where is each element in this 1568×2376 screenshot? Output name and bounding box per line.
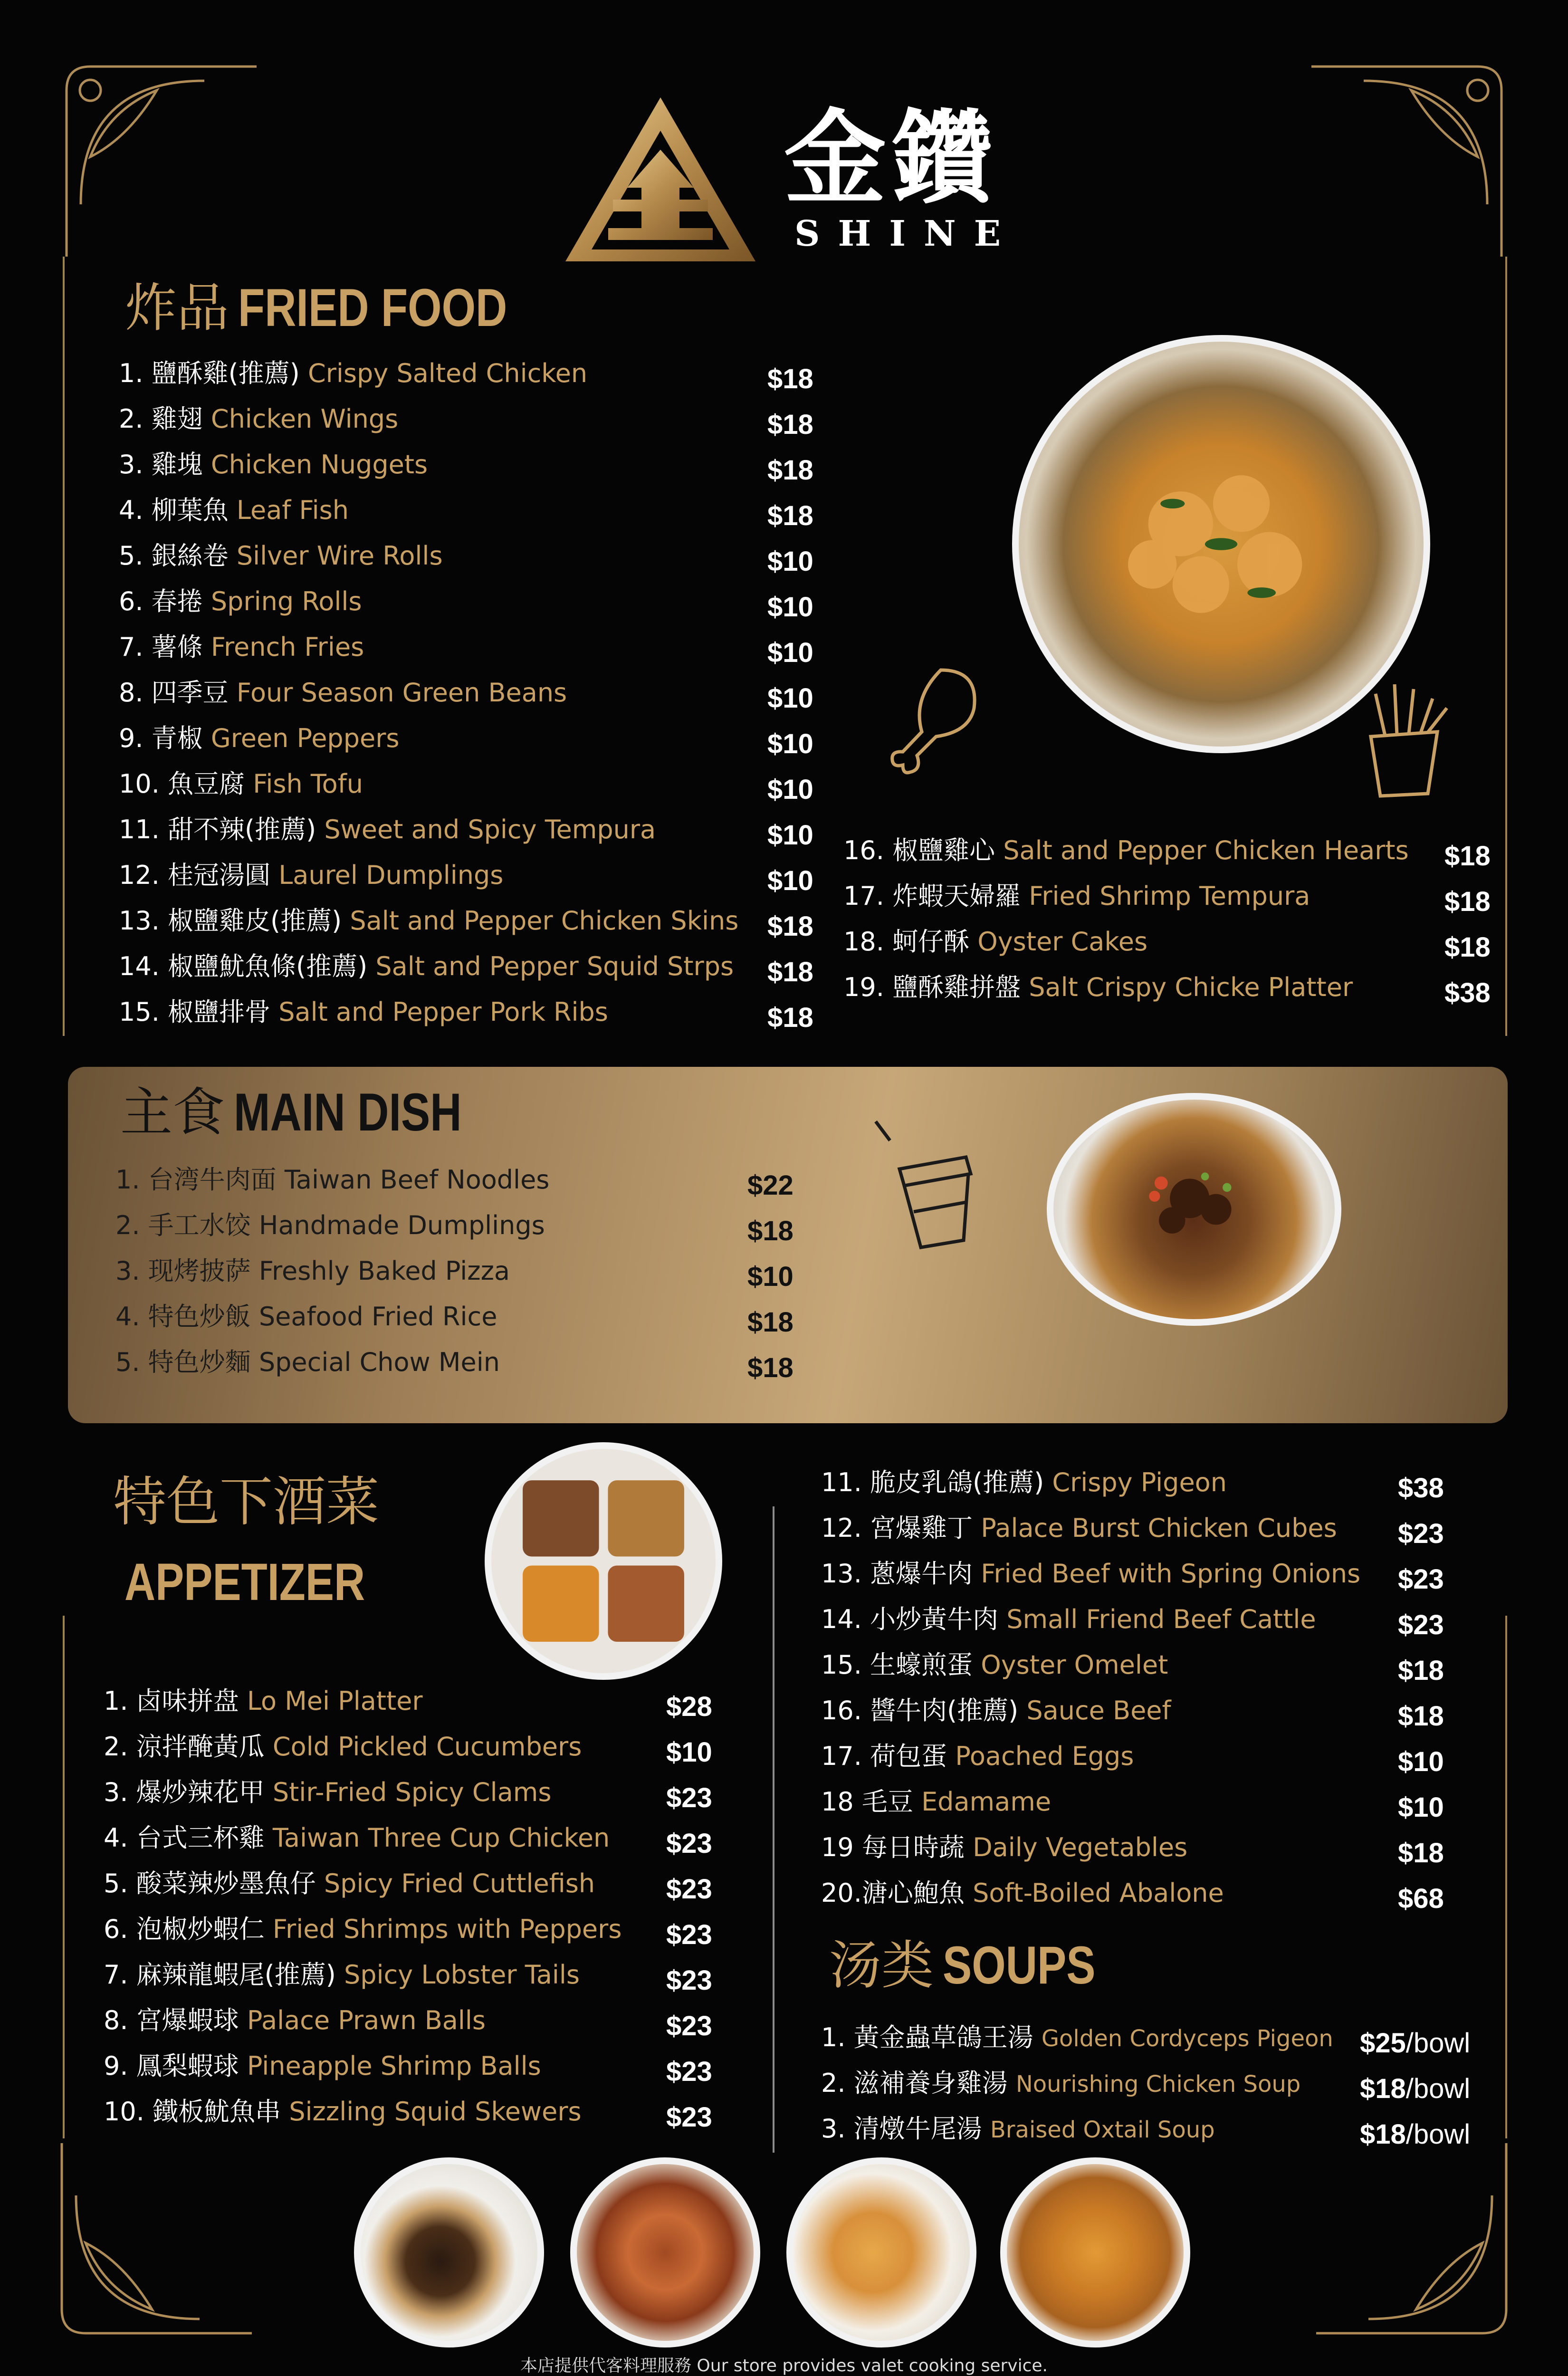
item-price <box>666 2003 712 2049</box>
item-name-cn: 5. 特色炒麵 <box>115 1347 251 1377</box>
item-price-value: $10 <box>767 728 813 759</box>
item-price <box>767 767 813 813</box>
beef-noodles-photo <box>1047 1093 1341 1326</box>
footer-note: 本店提供代客料理服務 Our store provides valet cooking service. <box>520 2356 1048 2376</box>
item-name-en: Fried Shrimp Tempura <box>1029 881 1310 911</box>
item-name-cn: 1. 黃金蟲草鴿王湯 <box>821 2022 1033 2052</box>
item-price-value: $18 <box>767 409 813 440</box>
abalone-photo <box>354 2157 544 2347</box>
pigeon-soup-photo <box>1000 2157 1190 2347</box>
item-name-en: Silver Wire Rolls <box>236 541 443 571</box>
item-price <box>767 721 813 767</box>
item-name-cn: 4. 柳葉魚 <box>119 495 229 525</box>
item-price <box>666 2049 712 2095</box>
item-price-value: $10 <box>767 683 813 714</box>
item-name-cn: 3. 雞塊 <box>119 450 203 479</box>
item-name-en: Laurel Dumplings <box>278 860 504 890</box>
item-price-value: $23 <box>666 1965 712 1996</box>
item-price-value: $18 <box>1360 2073 1406 2104</box>
item-name-en: Pineapple Shrimp Balls <box>247 2051 541 2081</box>
item-price-value: $10 <box>1398 1746 1444 1777</box>
item-name-cn: 19 每日時蔬 <box>821 1832 965 1862</box>
item-name-en: Fried Beef with Spring Onions <box>981 1559 1361 1589</box>
item-price <box>747 1208 794 1254</box>
brand-name-cn: 金鑽 <box>784 98 998 218</box>
item-price <box>1398 1694 1444 1739</box>
spring-rolls-photo <box>786 2157 976 2347</box>
item-name-en: Salt and Pepper Pork Ribs <box>278 997 608 1027</box>
appetizer-item <box>821 1734 1134 1779</box>
item-price <box>666 1912 712 1958</box>
fried-item <box>843 965 1353 1010</box>
fried-food-title: 炸品 FRIED FOOD <box>124 278 507 338</box>
item-price-value: $18 <box>747 1352 794 1383</box>
item-name-en: Special Chow Mein <box>258 1347 500 1377</box>
appetizer-item <box>104 2089 582 2135</box>
fried-item <box>843 919 1147 965</box>
item-name-en: Palace Prawn Balls <box>247 2005 486 2035</box>
appetizer-item <box>104 1907 621 1952</box>
item-price-value: $18 <box>747 1307 794 1338</box>
fried-item <box>119 533 443 579</box>
item-price <box>767 995 813 1041</box>
item-name-cn: 7. 麻辣龍蝦尾(推薦) <box>104 1960 336 1990</box>
frame-right-line <box>1505 257 1507 1036</box>
item-name-cn: 12. 宮爆雞丁 <box>821 1513 973 1543</box>
item-name-en: Chicken Nuggets <box>210 450 428 479</box>
appetizer-item <box>821 1505 1337 1551</box>
item-price-value: $22 <box>747 1170 794 1201</box>
fried-item <box>119 488 349 533</box>
item-name-cn: 12. 桂冠湯圓 <box>119 860 271 890</box>
item-name-en: Stir-Fried Spicy Clams <box>272 1777 552 1807</box>
item-name-en: Salt and Pepper Chicken Hearts <box>1003 835 1409 865</box>
item-name-cn: 1. 卤味拼盘 <box>104 1686 239 1716</box>
appetizer-item <box>104 1998 486 2043</box>
item-name-cn: 14. 小炒黃牛肉 <box>821 1604 999 1634</box>
item-price-value: $23 <box>666 1874 712 1905</box>
item-price <box>1360 2066 1470 2112</box>
item-name-cn: 16. 醬牛肉(推薦) <box>821 1696 1019 1725</box>
fried-item <box>119 898 738 944</box>
item-name-en: Green Peppers <box>210 723 400 753</box>
item-name-en: Spicy Fried Cuttlefish <box>324 1868 595 1898</box>
squid-skewers-photo <box>570 2157 760 2347</box>
item-price <box>666 1867 712 1912</box>
item-name-en: Salt and Pepper Squid Strps <box>375 951 734 981</box>
item-price-value: $23 <box>1398 1518 1444 1549</box>
item-price <box>1398 1785 1444 1830</box>
item-price <box>767 630 813 676</box>
item-price-value: $18 <box>767 957 813 987</box>
item-price-value: $38 <box>1444 977 1491 1008</box>
item-price-value: $18 <box>1360 2119 1406 2150</box>
item-price <box>1444 925 1491 970</box>
appetizer-item <box>821 1688 1171 1734</box>
item-price <box>767 858 813 904</box>
appetizer-item <box>821 1779 1051 1825</box>
item-price-value: $18 <box>1444 886 1491 917</box>
item-name-en: Leaf Fish <box>236 495 349 525</box>
fried-item <box>119 944 734 989</box>
item-price-value: $18 <box>1398 1838 1444 1868</box>
fried-item <box>119 579 362 624</box>
appetizer-item <box>821 1597 1316 1642</box>
item-price <box>747 1163 794 1208</box>
item-name-cn: 13. 椒鹽雞皮(推薦) <box>119 906 342 936</box>
item-name-en: Poached Eggs <box>955 1741 1134 1771</box>
item-price <box>666 1775 712 1821</box>
item-name-en: Cold Pickled Cucumbers <box>272 1732 582 1762</box>
item-name-cn: 2. 滋補養身雞湯 <box>821 2068 1008 2098</box>
fried-item <box>119 989 608 1035</box>
appetizer-item <box>821 1870 1224 1916</box>
appetizer-item <box>104 2043 541 2089</box>
item-name-en: French Fries <box>210 632 364 662</box>
item-price <box>767 539 813 584</box>
item-price <box>666 1730 712 1775</box>
item-name-cn: 9. 鳳梨蝦球 <box>104 2051 239 2081</box>
item-name-en: Sweet and Spicy Tempura <box>324 814 656 844</box>
item-price <box>1360 2112 1470 2157</box>
item-price <box>1444 834 1491 879</box>
item-name-cn: 2. 雞翅 <box>119 404 203 434</box>
fried-item <box>119 761 363 807</box>
item-name-en: Golden Cordyceps Pigeon <box>1041 2025 1333 2052</box>
fried-item <box>119 624 364 670</box>
appetizer-item <box>821 1642 1168 1688</box>
item-name-cn: 8. 四季豆 <box>119 678 229 708</box>
item-price-unit: /bowl <box>1405 2119 1471 2150</box>
item-name-cn: 6. 泡椒炒蝦仁 <box>104 1914 265 1944</box>
item-price <box>666 1821 712 1867</box>
item-price-value: $23 <box>666 1828 712 1859</box>
main-item <box>115 1203 545 1248</box>
item-name-cn: 1. 鹽酥雞(推薦) <box>119 358 300 388</box>
fried-item <box>119 853 503 898</box>
appetizer-item <box>104 1815 610 1861</box>
item-price <box>767 813 813 858</box>
item-name-cn: 13. 蔥爆牛肉 <box>821 1559 973 1589</box>
item-price <box>1398 1466 1444 1511</box>
item-name-cn: 10. 魚豆腐 <box>119 769 245 799</box>
item-name-en: Fried Shrimps with Peppers <box>272 1914 622 1944</box>
item-name-en: Seafood Fried Rice <box>258 1302 497 1332</box>
item-name-en: Spring Rolls <box>210 586 362 616</box>
item-name-en: Four Season Green Beans <box>236 678 567 708</box>
item-name-cn: 7. 薯條 <box>119 632 203 662</box>
main-dish-panel <box>68 1067 1508 1423</box>
fried-item <box>843 873 1310 919</box>
item-name-en: Handmade Dumplings <box>258 1210 545 1240</box>
item-name-en: Braised Oxtail Soup <box>990 2117 1215 2143</box>
item-price <box>767 448 813 493</box>
item-price <box>767 493 813 539</box>
item-price <box>1398 1648 1444 1694</box>
fried-item <box>119 442 428 488</box>
item-price <box>1444 970 1491 1016</box>
item-price-value: $18 <box>1398 1701 1444 1732</box>
main-dish-title: 主食 MAIN DISH <box>120 1082 462 1143</box>
main-item <box>115 1157 549 1203</box>
item-price <box>747 1345 794 1391</box>
item-price-value: $23 <box>666 2102 712 2133</box>
item-name-en: Sizzling Squid Skewers <box>289 2097 582 2127</box>
item-price-value: $18 <box>1444 932 1491 963</box>
item-price-value: $18 <box>767 911 813 942</box>
ornament-top-left-icon <box>62 62 261 261</box>
ornament-top-right-icon <box>1307 62 1506 261</box>
item-name-en: Sauce Beef <box>1026 1696 1171 1725</box>
item-price-value: $18 <box>767 455 813 486</box>
item-name-cn: 14. 椒鹽魷魚條(推薦) <box>119 951 368 981</box>
appetizer-title-cn: 特色下酒菜 <box>113 1471 379 1533</box>
drink-cup-icon <box>871 1112 985 1255</box>
item-name-en: Freshly Baked Pizza <box>258 1256 510 1286</box>
fried-item <box>119 351 587 396</box>
item-name-cn: 18 毛豆 <box>821 1787 913 1817</box>
item-name-cn: 17. 荷包蛋 <box>821 1741 947 1771</box>
item-price-value: $28 <box>666 1691 712 1722</box>
item-price-value: $10 <box>747 1261 794 1292</box>
item-price-value: $18 <box>1444 841 1491 872</box>
item-name-en: Spicy Lobster Tails <box>344 1960 580 1990</box>
item-name-en: Oyster Omelet <box>981 1650 1168 1680</box>
item-price-value: $10 <box>767 820 813 851</box>
item-price-value: $10 <box>1398 1792 1444 1823</box>
brand-logo-icon <box>565 97 755 261</box>
item-price <box>767 584 813 630</box>
item-price <box>767 949 813 995</box>
item-name-cn: 10. 鐵板魷魚串 <box>104 2097 281 2127</box>
item-name-en: Oyster Cakes <box>977 927 1148 957</box>
fried-item <box>119 807 656 853</box>
item-price-value: $10 <box>767 637 813 668</box>
frame-right-line-lower <box>1505 1616 1507 2138</box>
appetizer-divider <box>773 1506 774 2153</box>
item-name-en: Small Friend Beef Cattle <box>1006 1604 1316 1634</box>
soup-item <box>821 2106 1215 2152</box>
item-price <box>1398 1830 1444 1876</box>
appetizer-item <box>821 1825 1187 1870</box>
item-price-value: $10 <box>767 546 813 577</box>
appetizer-item <box>821 1460 1227 1505</box>
item-name-cn: 19. 鹽酥雞拼盤 <box>843 972 1021 1002</box>
item-price <box>767 356 813 402</box>
item-price-unit: /bowl <box>1405 2028 1471 2059</box>
ornament-bottom-right-icon <box>1311 2138 1511 2338</box>
item-name-cn: 2. 手工水饺 <box>115 1210 251 1240</box>
item-price-value: $18 <box>767 364 813 394</box>
item-name-cn: 3. 爆炒辣花甲 <box>104 1777 265 1807</box>
appetizer-item <box>104 1952 580 1998</box>
item-name-cn: 15. 生蠔煎蛋 <box>821 1650 973 1680</box>
item-price <box>1398 1557 1444 1602</box>
appetizer-item <box>104 1861 595 1907</box>
appetizer-item <box>104 1678 423 1724</box>
item-price <box>747 1300 794 1345</box>
item-price-value: $18 <box>747 1216 794 1246</box>
fries-icon <box>1357 680 1452 798</box>
item-name-cn: 5. 銀絲卷 <box>119 541 229 571</box>
fried-item <box>119 396 398 442</box>
item-price-unit: /bowl <box>1405 2073 1471 2104</box>
fried-item <box>843 828 1409 873</box>
item-price <box>1398 1511 1444 1557</box>
item-name-en: Salt and Pepper Chicken Skins <box>350 906 739 936</box>
frame-left-line-lower <box>63 1616 65 2138</box>
item-name-cn: 4. 特色炒飯 <box>115 1302 251 1332</box>
item-price-value: $23 <box>666 1919 712 1950</box>
item-price-value: $10 <box>666 1737 712 1768</box>
item-price-value: $18 <box>767 500 813 531</box>
item-name-cn: 2. 涼拌醃黃瓜 <box>104 1732 265 1762</box>
item-price-value: $23 <box>666 2056 712 2087</box>
fried-item <box>119 670 567 716</box>
item-price-value: $23 <box>1398 1610 1444 1640</box>
item-price <box>767 402 813 448</box>
item-name-cn: 8. 宮爆蝦球 <box>104 2005 239 2035</box>
item-name-cn: 18. 蚵仔酥 <box>843 927 970 957</box>
item-name-en: Nourishing Chicken Soup <box>1015 2071 1301 2098</box>
item-name-cn: 9. 青椒 <box>119 723 203 753</box>
item-name-en: Daily Vegetables <box>973 1832 1188 1862</box>
item-price <box>666 1684 712 1730</box>
item-price <box>747 1254 794 1300</box>
item-name-cn: 20.溏心鮑魚 <box>821 1878 965 1908</box>
item-name-cn: 11. 脆皮乳鴿(推薦) <box>821 1467 1044 1497</box>
appetizer-item <box>104 1770 551 1815</box>
lo-mei-platter-photo <box>485 1442 722 1680</box>
item-name-en: Taiwan Beef Noodles <box>284 1165 550 1195</box>
item-name-en: Crispy Pigeon <box>1052 1467 1227 1497</box>
appetizer-item <box>821 1551 1360 1597</box>
item-price <box>1360 2021 1470 2066</box>
item-name-en: Soft-Boiled Abalone <box>973 1878 1224 1908</box>
item-name-en: Crispy Salted Chicken <box>308 358 588 388</box>
item-price-value: $23 <box>666 2011 712 2041</box>
item-price-value: $38 <box>1398 1473 1444 1504</box>
item-price <box>767 904 813 949</box>
item-price <box>1398 1739 1444 1785</box>
item-price-value: $18 <box>1398 1655 1444 1686</box>
item-price-value: $23 <box>666 1782 712 1813</box>
drumstick-icon <box>884 661 988 779</box>
item-name-cn: 5. 酸菜辣炒墨魚仔 <box>104 1868 316 1898</box>
item-name-cn: 15. 椒鹽排骨 <box>119 997 271 1027</box>
soup-item <box>821 2060 1300 2106</box>
item-price-value: $10 <box>767 592 813 623</box>
item-name-en: Palace Burst Chicken Cubes <box>981 1513 1337 1543</box>
soup-item <box>821 2015 1333 2060</box>
item-price-value: $68 <box>1398 1883 1444 1914</box>
item-name-cn: 16. 椒鹽雞心 <box>843 835 995 865</box>
item-price <box>1398 1876 1444 1922</box>
item-price-value: $18 <box>767 1002 813 1033</box>
soups-title: 汤类 SOUPS <box>829 1935 1096 1996</box>
brand-name-en: SHINE <box>794 213 1019 254</box>
item-name-cn: 17. 炸蝦天婦羅 <box>843 881 1021 911</box>
item-price-value: $10 <box>767 774 813 805</box>
item-name-cn: 1. 台湾牛肉面 <box>115 1165 277 1195</box>
item-price <box>666 2095 712 2140</box>
item-price <box>767 676 813 721</box>
appetizer-title-en: APPETIZER <box>124 1553 365 1611</box>
main-item <box>115 1248 510 1294</box>
item-name-cn: 11. 甜不辣(推薦) <box>119 814 316 844</box>
item-name-cn: 6. 春捲 <box>119 586 203 616</box>
item-name-cn: 4. 台式三杯雞 <box>104 1823 265 1853</box>
frame-left-line <box>63 257 65 1036</box>
item-name-en: Edamame <box>921 1787 1052 1817</box>
item-price <box>1444 879 1491 925</box>
item-price <box>666 1958 712 2003</box>
item-name-en: Salt Crispy Chicke Platter <box>1029 972 1353 1002</box>
appetizer-item <box>104 1724 582 1770</box>
item-name-cn: 3. 现烤披萨 <box>115 1256 251 1286</box>
item-name-cn: 3. 清燉牛尾湯 <box>821 2114 982 2144</box>
item-name-en: Chicken Wings <box>210 404 399 434</box>
item-name-en: Fish Tofu <box>253 769 363 799</box>
item-name-en: Taiwan Three Cup Chicken <box>272 1823 610 1853</box>
item-name-en: Lo Mei Platter <box>247 1686 423 1716</box>
item-price-value: $25 <box>1360 2028 1406 2059</box>
ornament-bottom-left-icon <box>57 2138 257 2338</box>
item-price-value: $23 <box>1398 1564 1444 1595</box>
main-item <box>115 1340 500 1385</box>
main-item <box>115 1294 497 1340</box>
fried-item <box>119 716 400 761</box>
item-price <box>1398 1602 1444 1648</box>
item-price-value: $10 <box>767 865 813 896</box>
